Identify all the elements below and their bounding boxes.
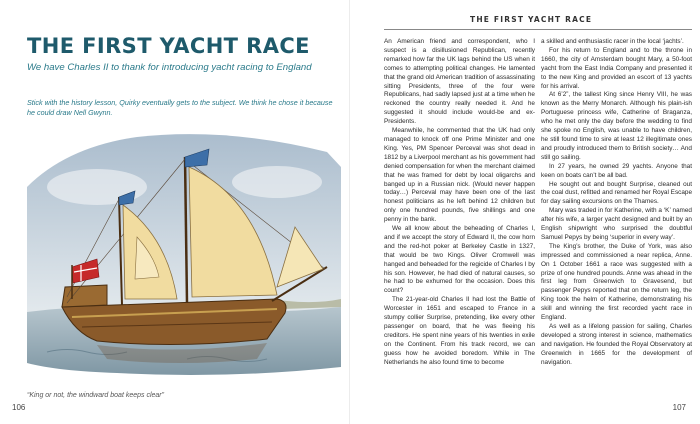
paragraph: He sought out and bought Surprise, cleaned out the coal dust, refitted and renamed her Royal Escape for day sailing excursions on the Thames. [541,180,692,206]
intro-text: Stick with the history lesson, Quirky eventually gets to the subject. We think he chose it because he could draw Nell Gwynn. [27,98,333,117]
paragraph: Meanwhile, he commented that the UK had only managed to knock off one Prime Minister and one King. Yes, PM Spencer Perceval was shot dead in 1812 by a Liverpool merchant as his government had denied compensation for when the merchant claimed that he was framed for debt by local oligarchs and banged up in a Russian nick. (Would never happen today…) Perceval may have been one of the last honest politicians as he left behind 12 children but only one hundred pounds, five shillings and one penny in the bank. [384,127,535,224]
image-caption: “King or not, the windward boat keeps clear” [27,392,164,399]
paragraph: The King’s brother, the Duke of York, was also impressed and commissioned a near replica, Anne. On 1 October 1661 a race was suggested with a prize of one hundred pounds. Anne was ahead in the first leg from Greenwich to Gravesend, but passenger Pepys reported that on the return leg, the King took the helm of Katherine, demonstrating his skill and winning the first recorded yacht race in England. [541,242,692,322]
paragraph: An American friend and correspondent, who I suspect is a disillusioned Republican, recently remarked how far the UK lags behind the US when it comes to attempting political changes. He lamented that the grand old American tradition of assassinating sitting Presidents, three of the four were Republicans, had sadly lapsed just at a time when he reckoned the country really needed it. And he suggested it should include would-be and ex-Presidents. [384,38,535,126]
cloud [232,166,322,198]
page-title: THE FIRST YACHT RACE [27,34,310,58]
paragraph: We all know about the beheading of Charles I, and if we accept the story of Edward II, the cow horn and the red-hot poker at Berkeley Castle in 1327, that would be two Kings. Oliver Cromwell was hanged and beheaded for the regicide of Charles I by his son. However, he had died of natural causes, so he had to be exhumed for the occasion. Does this count? [384,225,535,295]
running-head: THE FIRST YACHT RACE [470,15,593,24]
paragraph: In 27 years, he owned 29 yachts. Anyone that keen on boats can’t be all bad. [541,162,692,179]
paragraph: For his return to England and to the throne in 1660, the city of Amsterdam bought Mary, a 50-foot yacht from the East India Company and presented it to the new King and provided an escort of 13 yachts for his arrival. [541,46,692,90]
paragraph: Mary was traded in for Katherine, with a ‘K’ named after his wife, a larger yacht designed and built by an English shipwright who surprised the doubtful Samuel Pepys by being ‘superior in every way’. [541,207,692,241]
page-number-right: 107 [672,403,686,412]
body-column-1 [384,38,535,368]
right-page [350,0,700,424]
paragraph: a skilled and enthusiastic racer in the local ‘jachts’. [541,38,684,45]
stern-castle [62,285,107,307]
page-subtitle: We have Charles II to thank for introducing yacht racing to England [27,62,312,73]
paragraph: The 21-year-old Charles II had lost the Battle of Worcester in 1651 and escaped to France in a stumpy collier Surprise, pretending, like every other passenger on board, that he was fleeing his creditors. He spent nine years of his twenties in exile on the Continent. From his track record, we can guess how he avoided boredom. While in The Netherlands he also found time to become [384,296,535,366]
paragraph: At 6’2”, the tallest King since Henry VIII, he was known as the Merry Monarch. Although his plain-ish Portuguese princess wife, Catherine of Braganza, who he met only the day before the wedding to find she spoke no English, was unable to have children, he still found time to sire at least 12 illegitimate ones and proudly introduced them to British society… And still go sailing. [541,91,692,161]
body-column-2 [541,38,692,368]
page-number-left: 106 [12,403,26,412]
header-rule [384,29,692,30]
paragraph: As well as a lifelong passion for sailing, Charles developed a strong interest in science, mathematics and navigation. He founded the Royal Observatory at Greenwich in 1665 for the development of navigation. [541,323,692,366]
yacht-painting [27,127,341,390]
